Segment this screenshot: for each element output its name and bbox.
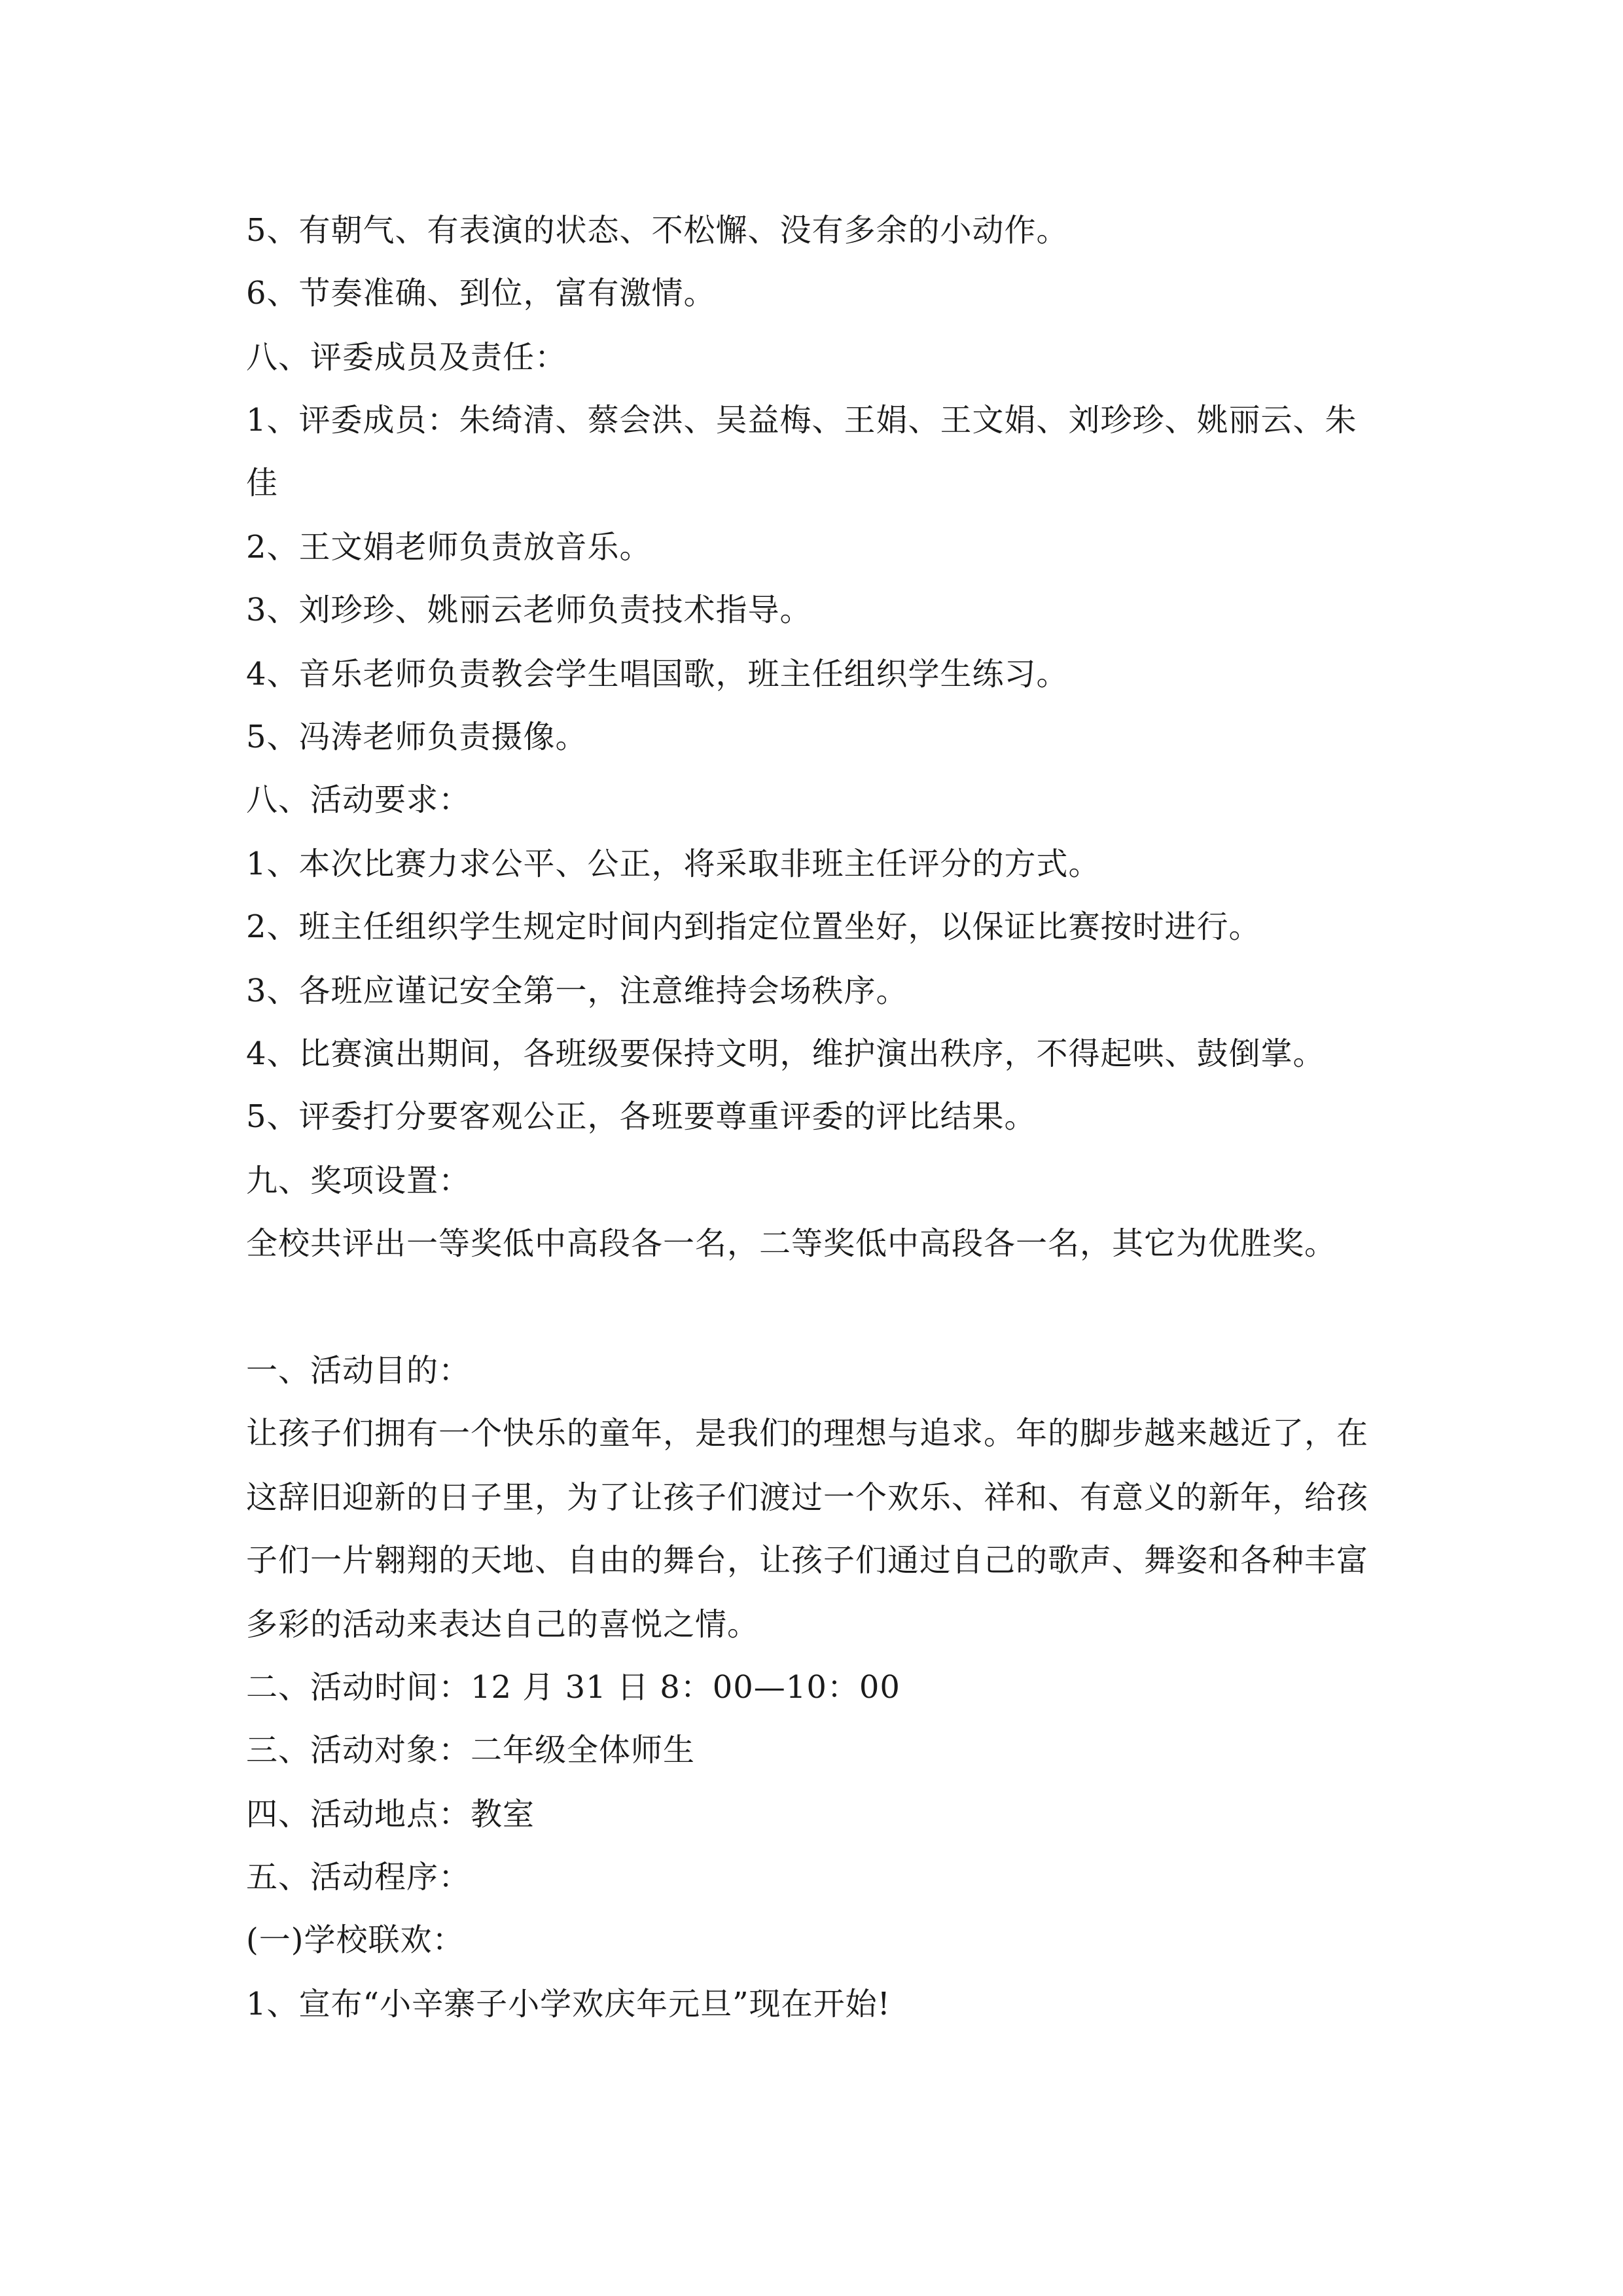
requirements-heading: 八、活动要求： (246, 781, 471, 818)
judges-item-1-line-2: 佳 (246, 465, 279, 501)
requirements-item-5: 5、评委打分要客观公正，各班要尊重评委的评比结果。 (246, 1098, 1037, 1135)
purpose-line-2: 这辞旧迎新的日子里，为了让孩子们渡过一个欢乐、祥和、有意义的新年，给孩 (246, 1479, 1369, 1516)
awards-heading: 九、奖项设置： (246, 1162, 471, 1199)
program-subheading: (一)学校联欢： (246, 1922, 465, 1958)
judges-item-3: 3、刘珍珍、姚丽云老师负责技术指导。 (246, 592, 812, 628)
awards-text: 全校共评出一等奖低中高段各一名，二等奖低中高段各一名，其它为优胜奖。 (246, 1225, 1337, 1262)
judges-item-4: 4、音乐老师负责教会学生唱国歌，班主任组织学生练习。 (246, 656, 1069, 692)
judges-heading: 八、评委成员及责任： (246, 339, 567, 376)
judges-item-1-line-1: 1、评委成员：朱绮清、蔡会洪、吴益梅、王娟、王文娟、刘珍珍、姚丽云、朱 (246, 402, 1357, 439)
judges-item-5: 5、冯涛老师负责摄像。 (246, 719, 588, 755)
requirements-item-4: 4、比赛演出期间，各班级要保持文明，维护演出秩序，不得起哄、鼓倒掌。 (246, 1035, 1325, 1072)
requirements-item-1: 1、本次比赛力求公平、公正，将采取非班主任评分的方式。 (246, 846, 1101, 882)
purpose-heading: 一、活动目的： (246, 1352, 471, 1389)
purpose-line-3: 子们一片翱翔的天地、自由的舞台，让孩子们通过自己的歌声、舞姿和各种丰富 (246, 1542, 1369, 1579)
purpose-line-1: 让孩子们拥有一个快乐的童年，是我们的理想与追求。年的脚步越来越近了，在 (246, 1415, 1369, 1452)
activity-target: 三、活动对象：二年级全体师生 (246, 1732, 696, 1768)
activity-time: 二、活动时间：12 月 31 日 8：00—10：00 (246, 1669, 901, 1706)
requirements-item-2: 2、班主任组织学生规定时间内到指定位置坐好，以保证比赛按时进行。 (246, 908, 1261, 945)
criteria-item-6: 6、节奏准确、到位，富有激情。 (246, 275, 716, 312)
program-item-1: 1、宣布“小辛寨子小学欢庆年元旦”现在开始! (246, 1986, 891, 2022)
criteria-item-5: 5、有朝气、有表演的状态、不松懈、没有多余的小动作。 (246, 212, 1069, 249)
judges-item-2: 2、王文娟老师负责放音乐。 (246, 529, 652, 565)
purpose-line-4: 多彩的活动来表达自己的喜悦之情。 (246, 1606, 760, 1643)
program-heading: 五、活动程序： (246, 1859, 471, 1895)
activity-location: 四、活动地点：教室 (246, 1796, 535, 1833)
requirements-item-3: 3、各班应谨记安全第一，注意维持会场秩序。 (246, 973, 908, 1009)
